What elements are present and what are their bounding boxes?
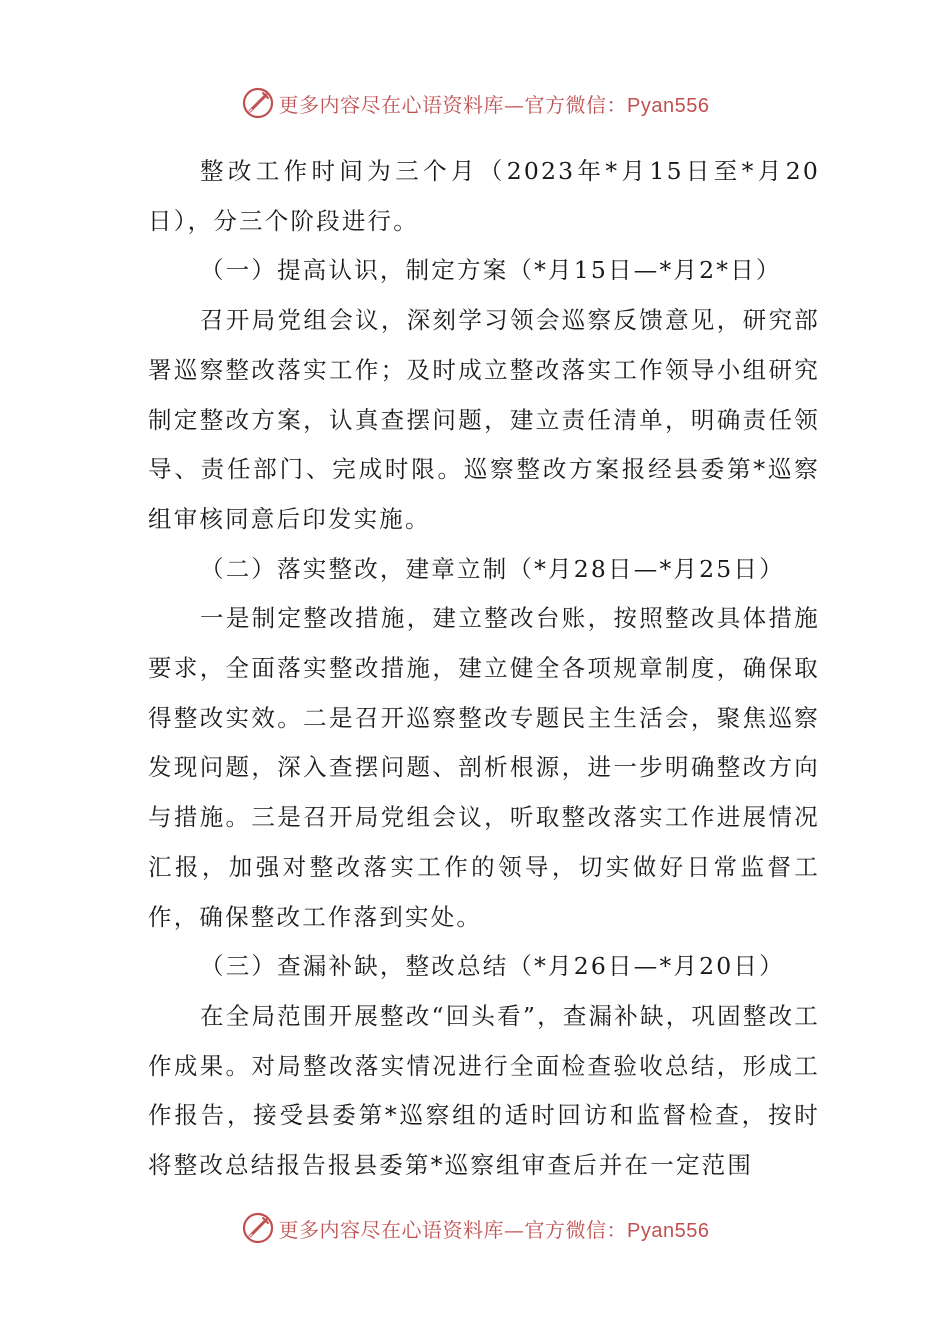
footer-watermark-banner (0, 1208, 950, 1248)
pen-circle-logo-icon (241, 1211, 275, 1245)
pen-circle-logo-icon (241, 86, 275, 120)
paragraph-intro: 整改工作时间为三个月（2023年*月15日至*月20日），分三个阶段进行。 (148, 157, 820, 235)
paragraph-section-2: 一是制定整改措施，建立整改台账，按照整改具体措施要求，全面落实整改措施，建立健全各项规章制度，确保取得整改实效。二是召开巡察整改专题民主生活会，聚焦巡察发现问题，深入查摆问题、剖析根源，进一步明确整改方向与措施。三是召开局党组会议，听取整改落实工作进展情况汇报，加强对整改落实工作的领导，切实做好日常监督工作，确保整改工作落到实处。 (148, 604, 820, 931)
section-heading-1: （一）提高认识，制定方案（*月15日—*月2*日） (200, 256, 782, 285)
paragraph-section-1: 召开局党组会议，深刻学习领会巡察反馈意见，研究部署巡察整改落实工作；及时成立整改落实工作领导小组研究制定整改方案，认真查摆问题，建立责任清单，明确责任领导、责任部门、完成时限。巡察整改方案报经县委第*巡察组审核同意后印发实施。 (148, 306, 820, 533)
watermark-text: 更多内容尽在心语资料库—官方微信：Pyan556 (278, 92, 710, 117)
section-heading-2: （二）落实整改，建章立制（*月28日—*月25日） (200, 554, 785, 583)
paragraph-section-3: 在全局范围开展整改“回头看”，查漏补缺，巩固整改工作成果。对局整改落实情况进行全面检查验收总结，形成工作报告，接受县委第*巡察组的适时回访和监督检查，按时将整改总结报告报县委第*巡察组审查后并在一定范围 (148, 1001, 820, 1180)
section-heading-3: （三）查漏补缺，整改总结（*月26日—*月20日） (200, 952, 785, 981)
document-body (148, 147, 820, 1191)
header-watermark-banner (0, 83, 950, 123)
watermark-text: 更多内容尽在心语资料库—官方微信：Pyan556 (278, 1217, 710, 1242)
